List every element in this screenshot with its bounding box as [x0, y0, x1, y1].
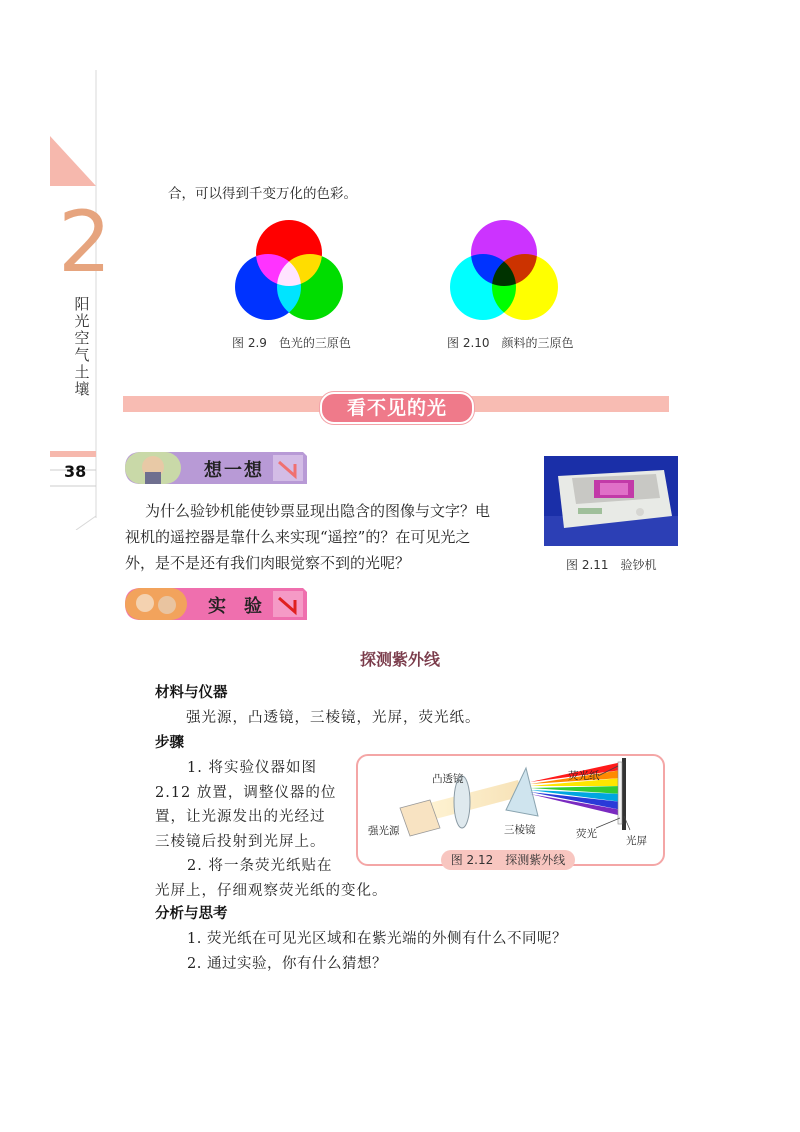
- question-2: 2. 通过实验，你有什么猜想？: [187, 956, 387, 972]
- page-number: 38: [64, 462, 87, 481]
- materials-list: 强光源，凸透镜，三棱镜，光屏，荧光纸。: [186, 710, 481, 726]
- steps-heading: 步骤: [155, 735, 184, 751]
- think-paragraph: [125, 498, 535, 576]
- green-light-circle: [277, 254, 343, 320]
- think-label: 想一想: [204, 460, 264, 481]
- money-detector-photo: [544, 456, 678, 546]
- chapter-title: 阳光 空气 土壤: [74, 295, 90, 398]
- yellow-pigment-circle: [492, 254, 558, 320]
- analysis-heading: 分析与思考: [155, 906, 228, 922]
- fig-2-10-caption: 图 2.10 颜料的三原色: [447, 336, 574, 350]
- label-fluorescence: 荧光: [576, 828, 597, 840]
- label-screen: 光屏: [626, 835, 647, 847]
- additive-color-venn: [228, 214, 358, 324]
- experiment-label: 实 验: [208, 596, 262, 617]
- fig-2-12-caption: 图 2.12 探测紫外线: [441, 850, 575, 870]
- chapter-number: 2: [58, 193, 112, 291]
- subtractive-color-venn: [441, 214, 571, 324]
- label-light-source: 强光源: [368, 825, 400, 837]
- think-line-1: 为什么验钞机能使钞票显现出隐含的图像与文字？电: [145, 502, 491, 520]
- section-title: 看不见的光: [320, 392, 474, 424]
- step-line-4: 三棱镜后投射到光屏上。: [155, 833, 326, 850]
- fig-2-11-caption: 图 2.11 验钞机: [566, 558, 657, 572]
- fluorescent-paper: [618, 762, 622, 824]
- step-line-1: 1. 将实验仪器如图: [187, 760, 317, 776]
- step-line-2: 2.12 放置，调整仪器的位: [155, 784, 337, 801]
- materials-heading: 材料与仪器: [155, 685, 228, 701]
- step-line-6: 光屏上，仔细观察荧光纸的变化。: [155, 882, 388, 899]
- intro-text: 合，可以得到千变万化的色彩。: [168, 186, 357, 202]
- step-line-3: 置，让光源发出的光经过: [155, 809, 326, 825]
- label-prism: 三棱镜: [504, 824, 536, 836]
- steps-text: [155, 756, 388, 903]
- uv-experiment-diagram: [358, 756, 660, 860]
- fig-2-9-caption: 图 2.9 色光的三原色: [232, 336, 351, 350]
- think-line-3: 外，是不是还有我们肉眼觉察不到的光呢？: [125, 554, 411, 572]
- experiment-title: 探测紫外线: [359, 650, 440, 669]
- step-line-5: 2. 将一条荧光纸贴在: [187, 858, 333, 874]
- label-lens: 凸透镜: [432, 773, 464, 785]
- analysis-questions: [187, 927, 567, 977]
- label-fluorescent-paper: 荧光纸: [568, 770, 600, 782]
- think-line-2: 视机的遥控器是靠什么来实现“遥控”的？在可见光之: [125, 528, 471, 546]
- question-1: 1. 荧光纸在可见光区域和在紫光端的外侧有什么不同呢？: [187, 931, 567, 947]
